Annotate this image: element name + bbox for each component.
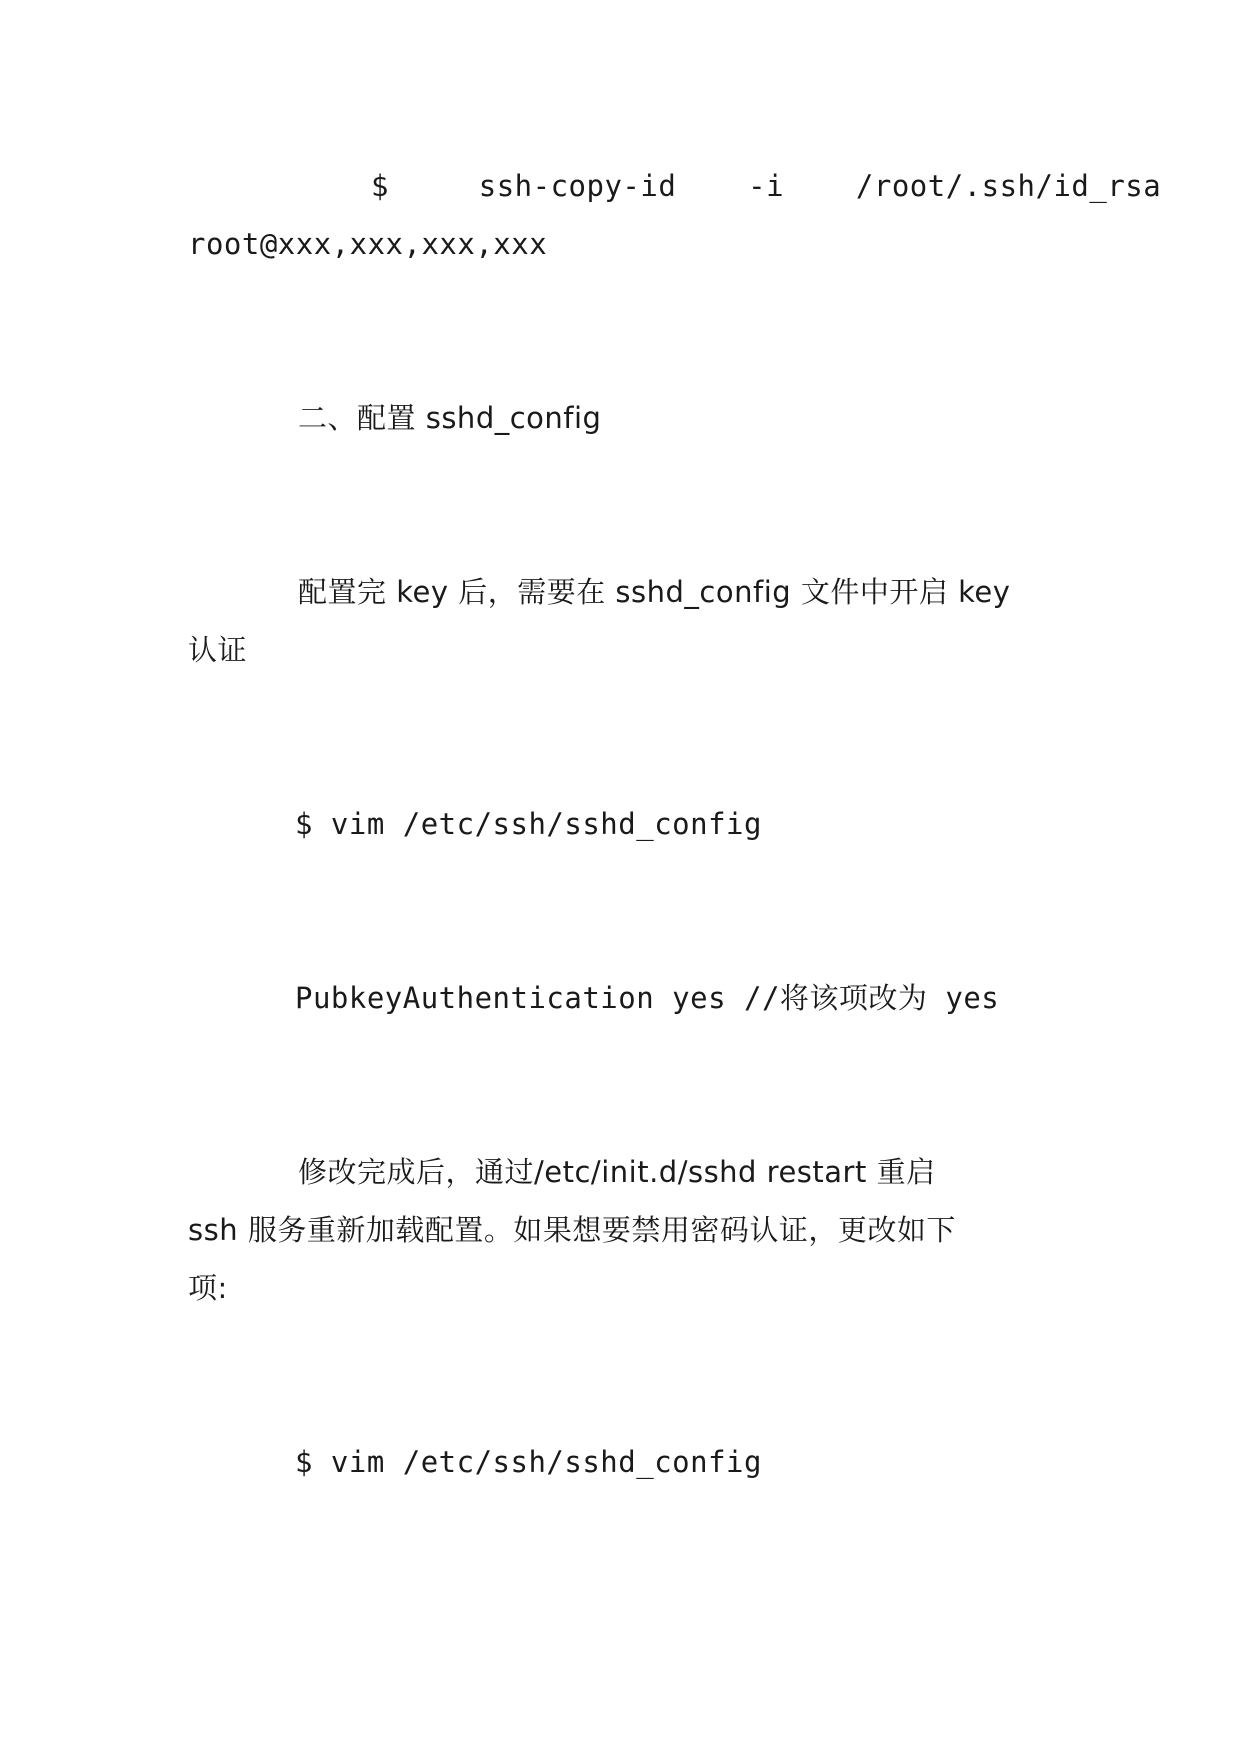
command-ssh-copy-id-continued: root@xxx,xxx,xxx,xxx: [188, 227, 548, 261]
section-heading: 二、配置 sshd_config: [298, 401, 602, 435]
paragraph-text: 配置完 key 后，需要在 sshd_config 文件中开启 key: [298, 575, 1011, 609]
paragraph-text: 认证: [188, 633, 248, 667]
paragraph-text: 修改完成后，通过/etc/init.d/sshd restart 重启: [298, 1155, 936, 1189]
command-vim: $ vim /etc/ssh/sshd_config: [295, 1445, 762, 1479]
paragraph-text: ssh 服务重新加载配置。如果想要禁用密码认证，更改如下: [188, 1213, 956, 1247]
command-vim: $ vim /etc/ssh/sshd_config: [295, 807, 762, 841]
paragraph-text: 项:: [188, 1271, 228, 1305]
config-line: PubkeyAuthentication yes //将该项改为 yes: [295, 981, 1000, 1015]
command-ssh-copy-id: $ ssh-copy-id -i /root/.ssh/id_rsa: [371, 169, 1162, 203]
